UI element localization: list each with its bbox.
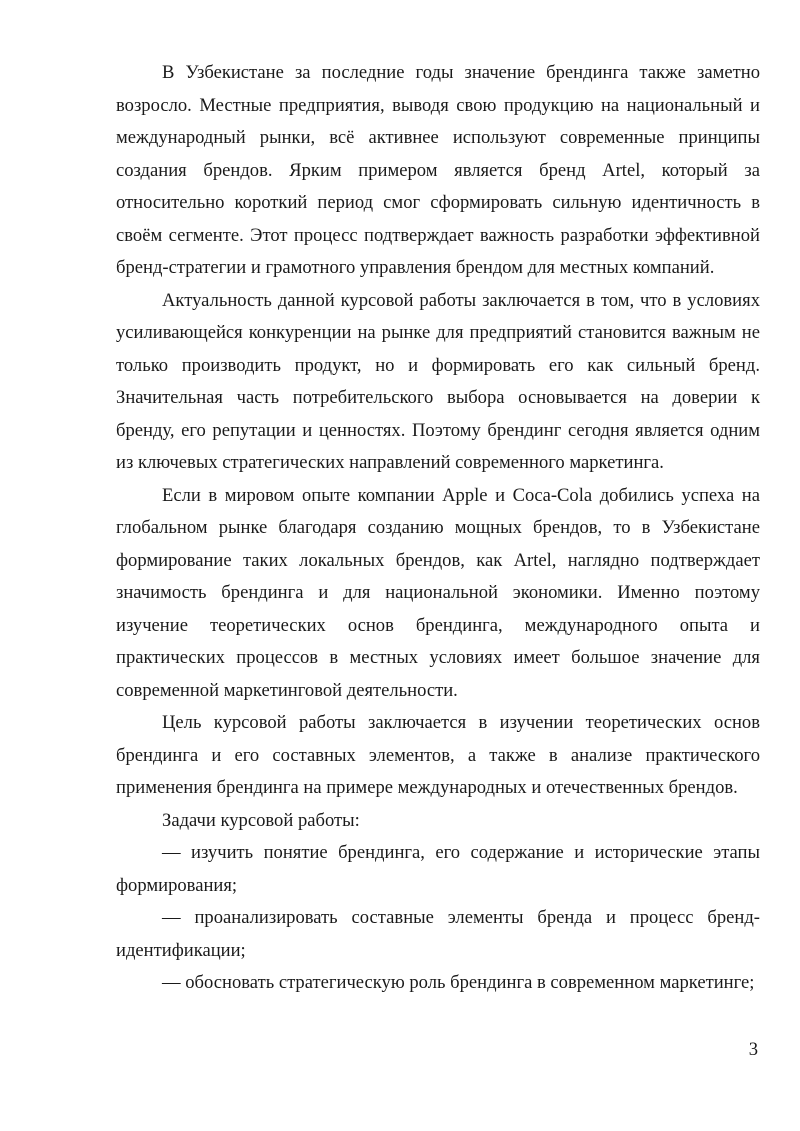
paragraph-goal: Цель курсовой работы заключается в изучении теоретических основ брендинга и его составных элементов, а также в анализе практического применения брендинга на примере международных и отечественных брендов.: [116, 712, 760, 798]
paragraph-relevance: Актуальность данной курсовой работы заключается в том, что в условиях усиливающейся конкуренции на рынке для предприятий становится важным не только производить продукт, но и формировать его как сильный бренд. Значительная часть потребительского выбора основывается на доверии к бренду, его репутации и ценностях. Поэтому брендинг сегодня является одним из ключевых стратегических направлений современного маркетинга.: [116, 289, 760, 473]
page-number: 3: [748, 1039, 758, 1060]
paragraph-uzbekistan-branding: В Узбекистане за последние годы значение брендинга также заметно возросло. Местные предприятия, выводя свою продукцию на национальный и международный рынки, всё активнее используют современные принципы создания брендов. Ярким примером является бренд Artel, который за относительно короткий период смог сформировать сильную идентичность в своём сегменте. Этот процесс подтверждает важность разработки эффективной бренд-стратегии и грамотного управления брендом для местных компаний.: [116, 62, 760, 278]
task-item-3: — обосновать стратегическую роль брендинга в современном маркетинге;: [162, 972, 755, 993]
task-item-1: — изучить понятие брендинга, его содержание и исторические этапы формирования;: [116, 842, 760, 896]
task-item-2: — проанализировать составные элементы бренда и процесс бренд-идентификации;: [116, 907, 760, 961]
tasks-heading: Задачи курсовой работы:: [162, 809, 360, 831]
paragraph-global-experience: Если в мировом опыте компании Apple и Coca-Cola добились успеха на глобальном рынке благодаря созданию мощных брендов, то в Узбекистане формирование таких локальных брендов, как Artel, наглядно подтверждает значимость брендинга и для национальной экономики. Именно поэтому изучение теоретических основ брендинга, международного опыта и практических процессов в местных условиях имеет большое значение для современной маркетинговой деятельности.: [116, 484, 760, 701]
document-page: [116, 57, 760, 1000]
